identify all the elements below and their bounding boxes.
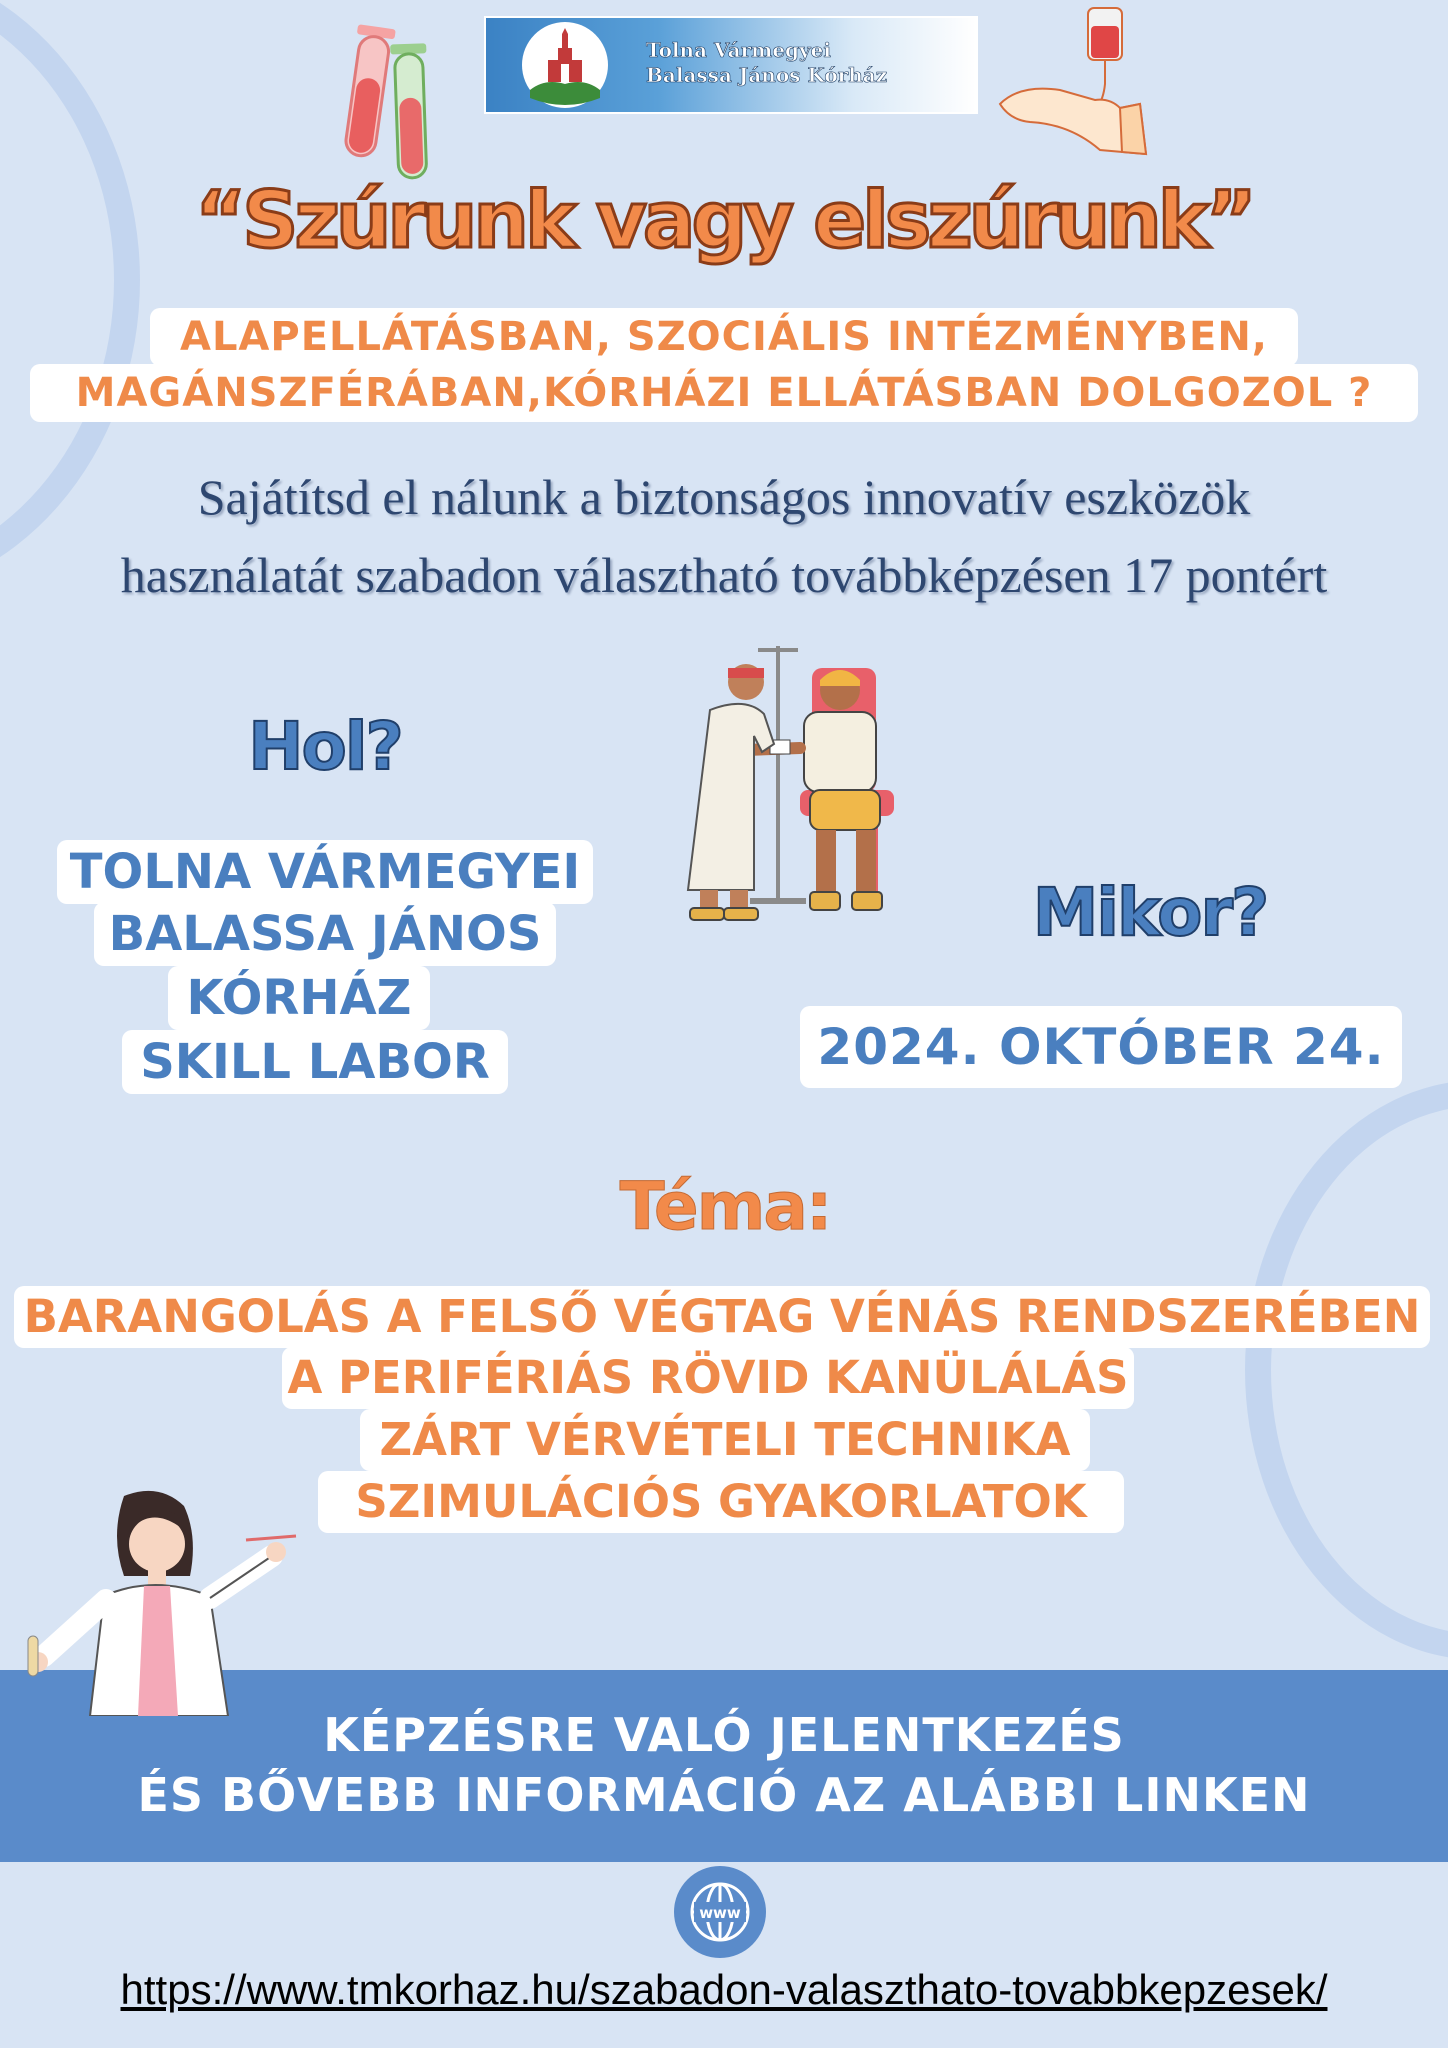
where-line-2: BALASSA JÁNOS: [94, 902, 556, 966]
subtitle-line-2: MAGÁNSZFÉRÁBAN,KÓRHÁZI ELLÁTÁSBAN DOLGOZOL ?: [30, 364, 1418, 422]
globe-label: www: [699, 1904, 741, 1922]
decorative-ring-right: [1245, 1080, 1448, 1660]
where-line-3: KÓRHÁZ: [168, 966, 430, 1030]
logo-line-1: Tolna Vármegyei: [646, 38, 831, 62]
event-date: 2024. OKTÓBER 24.: [800, 1006, 1402, 1088]
when-heading: Mikor?: [1032, 874, 1268, 951]
test-tubes-icon: [326, 18, 438, 184]
topic-line-1: BARANGOLÁS A FELSŐ VÉGTAG VÉNÁS RENDSZERÉBEN: [14, 1286, 1430, 1348]
hospital-emblem: [520, 20, 610, 110]
logo-text: [646, 38, 887, 88]
blood-draw-illustration: [650, 640, 916, 924]
hospital-logo: [486, 18, 976, 112]
topic-heading: Téma:: [619, 1168, 831, 1245]
banner-line-1: KÉPZÉSRE VALÓ JELENTKEZÉS: [323, 1708, 1125, 1762]
doctor-illustration: [14, 1486, 304, 1716]
poster-title: “Szúrunk vagy elszúrunk”: [195, 176, 1253, 266]
iv-bag-hand-icon: [990, 4, 1150, 164]
description-line-2: használatát szabadon választható továbbképzésen 17 pontért: [120, 547, 1328, 603]
where-line-4: SKILL LABOR: [122, 1030, 508, 1094]
topic-line-3: ZÁRT VÉRVÉTELI TECHNIKA: [360, 1409, 1090, 1471]
description-line-1: Sajátítsd el nálunk a biztonságos innovatív eszközök: [197, 469, 1251, 525]
topic-line-4: SZIMULÁCIÓS GYAKORLATOK: [318, 1471, 1124, 1533]
logo-line-2: Balassa János Kórház: [646, 63, 888, 87]
topic-line-2: A PERIFÉRIÁS RÖVID KANÜLÁLÁS: [282, 1347, 1134, 1409]
where-heading: Hol?: [248, 708, 402, 785]
registration-link[interactable]: https://www.tmkorhaz.hu/szabadon-valaszthato-tovabbkepzesek/: [120, 1966, 1328, 2013]
banner-line-2: ÉS BŐVEBB INFORMÁCIÓ AZ ALÁBBI LINKEN: [137, 1768, 1311, 1822]
subtitle-line-1: ALAPELLÁTÁSBAN, SZOCIÁLIS INTÉZMÉNYBEN,: [150, 308, 1298, 366]
where-line-1: TOLNA VÁRMEGYEI: [57, 840, 593, 904]
globe-icon[interactable]: [672, 1864, 768, 1960]
